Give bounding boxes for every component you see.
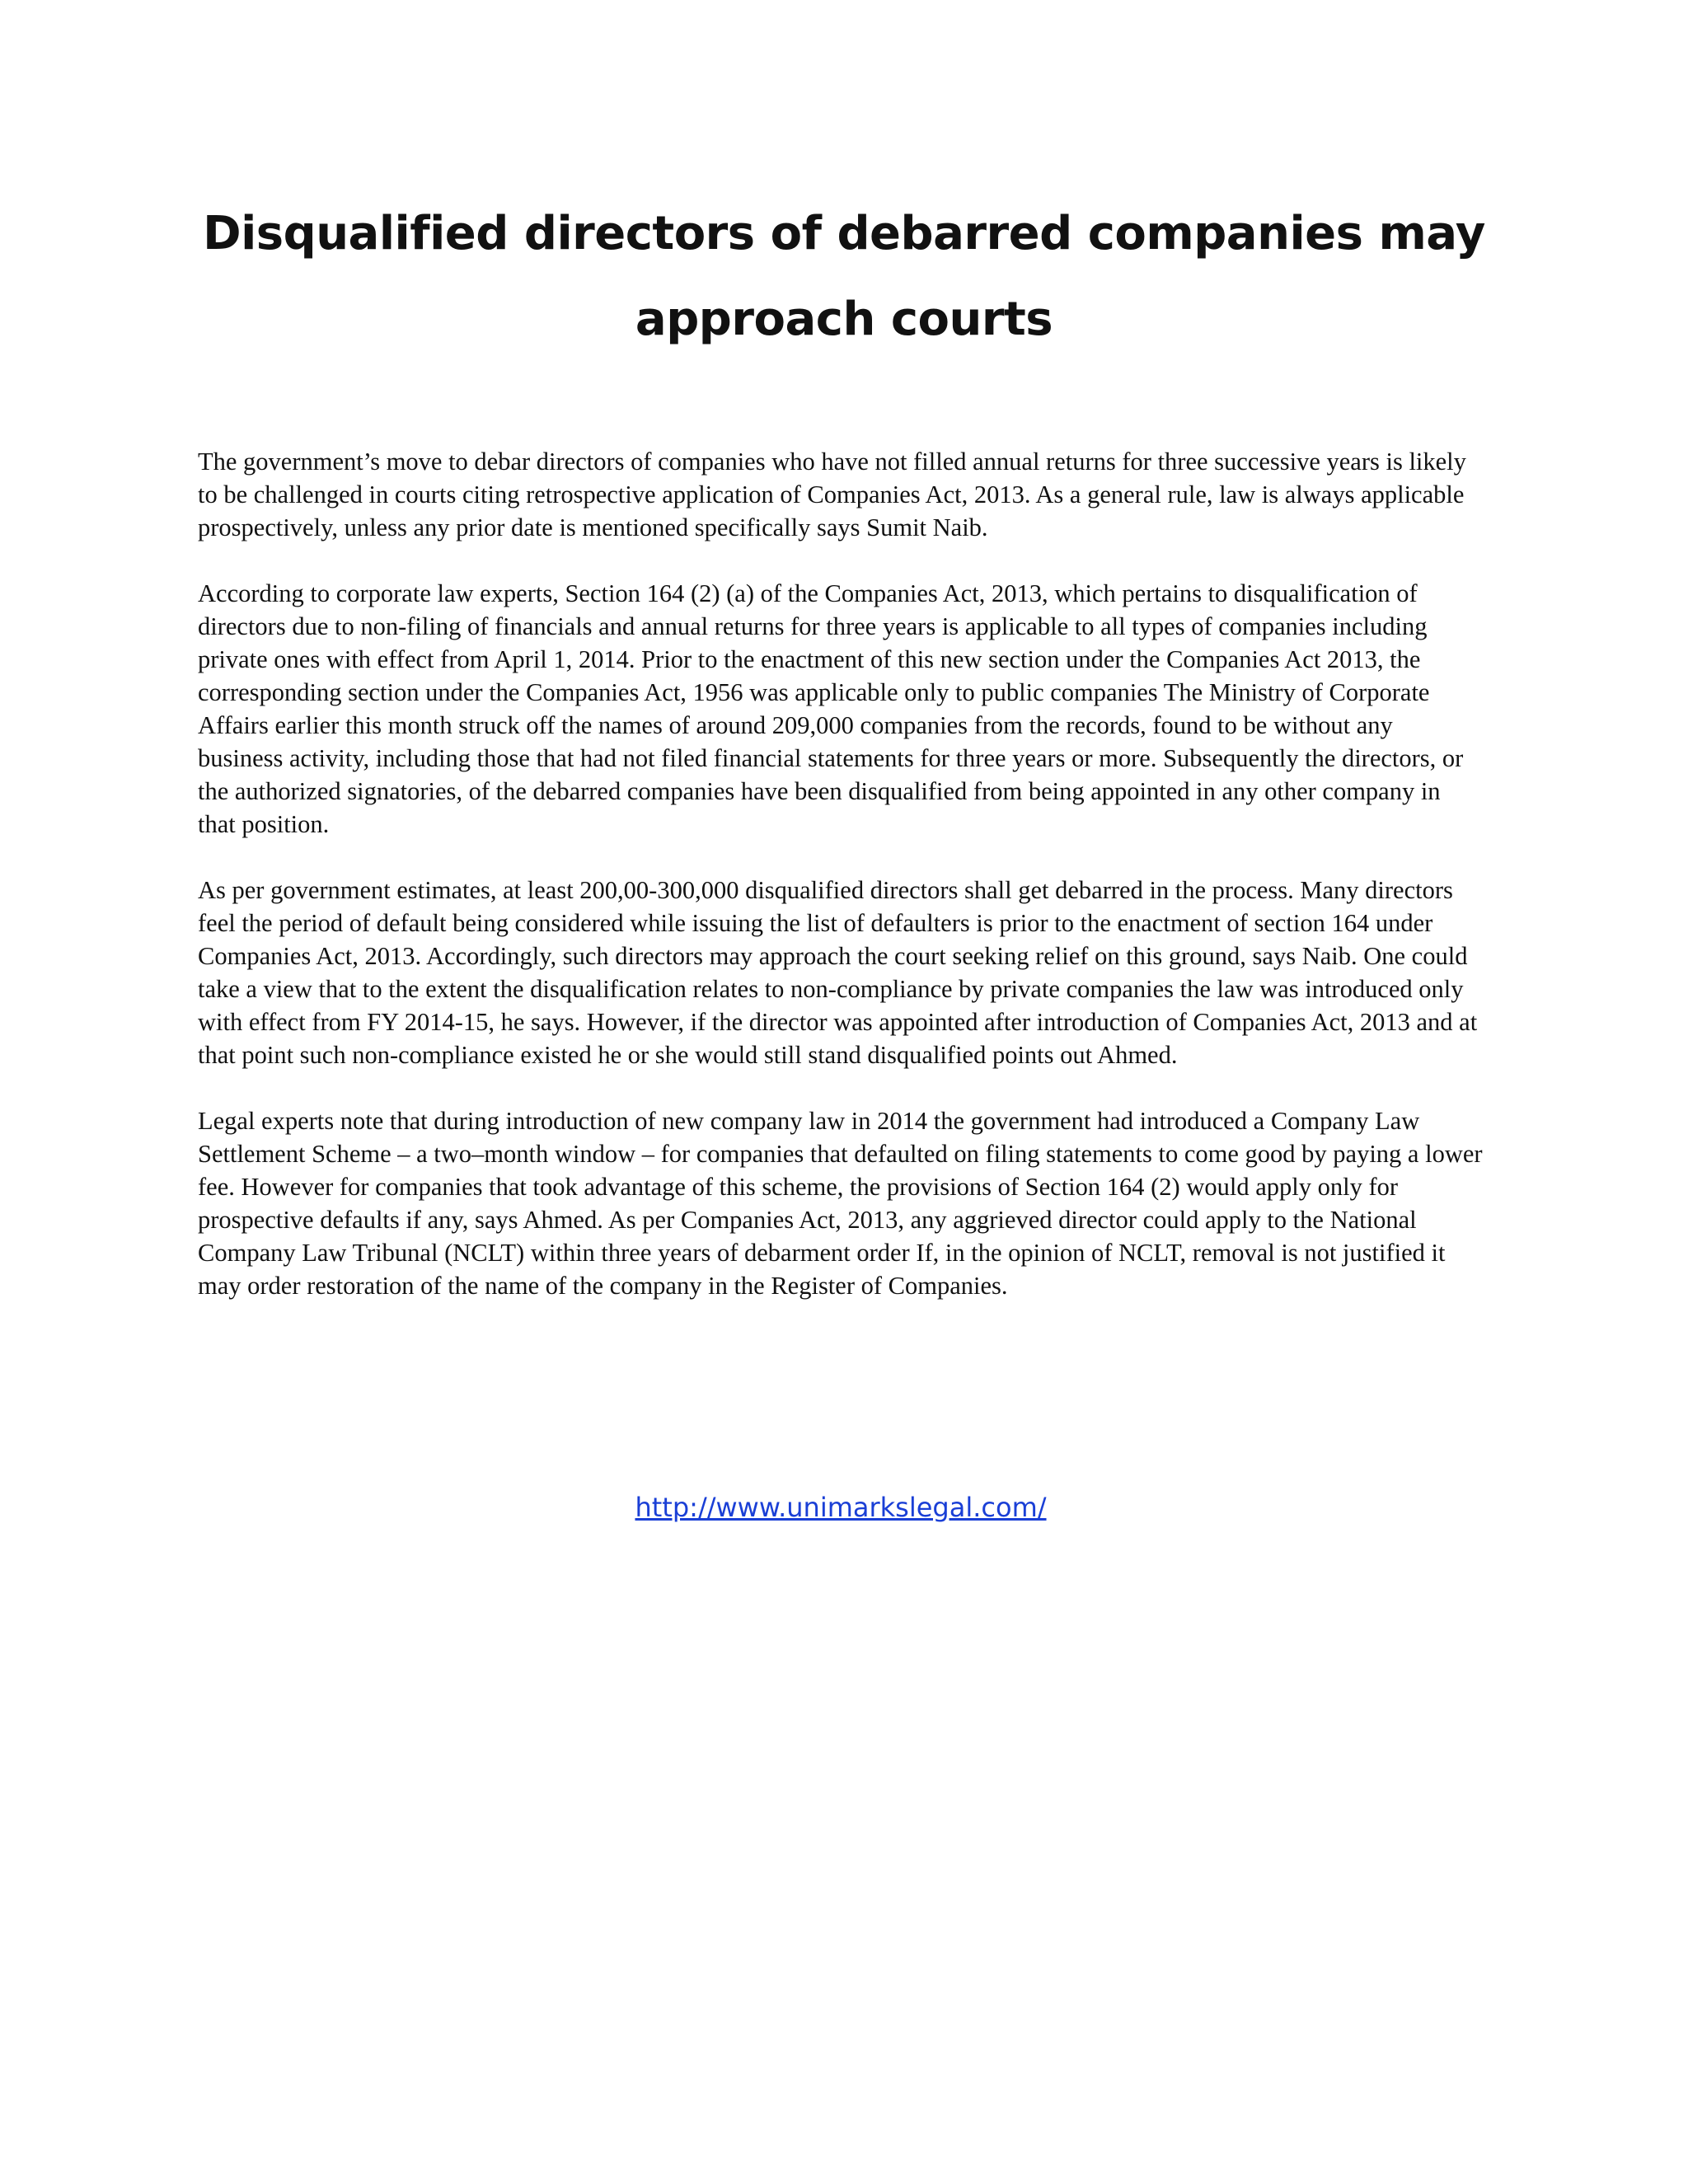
article-title: Disqualified directors of debarred companies may approach courts bbox=[203, 207, 1485, 346]
footer-link-container bbox=[198, 1492, 1484, 1523]
paragraph-intro: The government’s move to debar directors of companies who have not filled annual returns for three successive years is likely to be challenged in courts citing retrospective application of Companies Act, 2013. As a general rule, law is always applicable prospectively, unless any prior date is mentioned specifically says Sumit Naib. bbox=[198, 448, 1466, 541]
website-link[interactable]: http://www.unimarkslegal.com/ bbox=[635, 1492, 1047, 1523]
paragraph-estimates: As per government estimates, at least 200,00-300,000 disqualified directors shall get debarred in the process. Many directors feel the period of default being considered while issuing the list of defaulters is prior to the enactment of section 164 under Companies Act, 2013. Accordingly, such directors may approach the court seeking relief on this ground, says Naib. One could take a view that to the extent the disqualification relates to non-compliance by private companies the law was introduced only with effect from FY 2014-15, he says. However, if the director was appointed after introduction of Companies Act, 2013 and at that point such non-compliance existed he or she would still stand disqualified points out Ahmed. bbox=[198, 876, 1478, 1069]
paragraph-legal-experts: Legal experts note that during introduction of new company law in 2014 the government had introduced a Company Law Settlement Scheme – a two–month window – for companies that defaulted on filing statements to come good by paying a lower fee. However for companies that took advantage of this scheme, the provisions of Section 164 (2) would apply only for prospective defaults if any, says Ahmed. As per Companies Act, 2013, any aggrieved director could apply to the National Company Law Tribunal (NCLT) within three years of debarment order If, in the opinion of NCLT, removal is not justified it may order restoration of the name of the company in the Register of Companies. bbox=[198, 1107, 1483, 1300]
paragraph-corporate-law: According to corporate law experts, Section 164 (2) (a) of the Companies Act, 2013, which pertains to disqualification of directors due to non-filing of financials and annual returns for three years is applicable to all types of companies including private ones with effect from April 1, 2014. Prior to the enactment of this new section under the Companies Act 2013, the corresponding section under the Companies Act, 1956 was applicable only to public companies The Ministry of Corporate Affairs earlier this month struck off the names of around 209,000 companies from the records, found to be without any business activity, including those that had not filed financial statements for three years or more. Subsequently the directors, or the authorized signatories, of the debarred companies have been disqualified from being appointed in any other company in that position. bbox=[198, 579, 1464, 838]
article-body bbox=[198, 445, 1484, 1335]
